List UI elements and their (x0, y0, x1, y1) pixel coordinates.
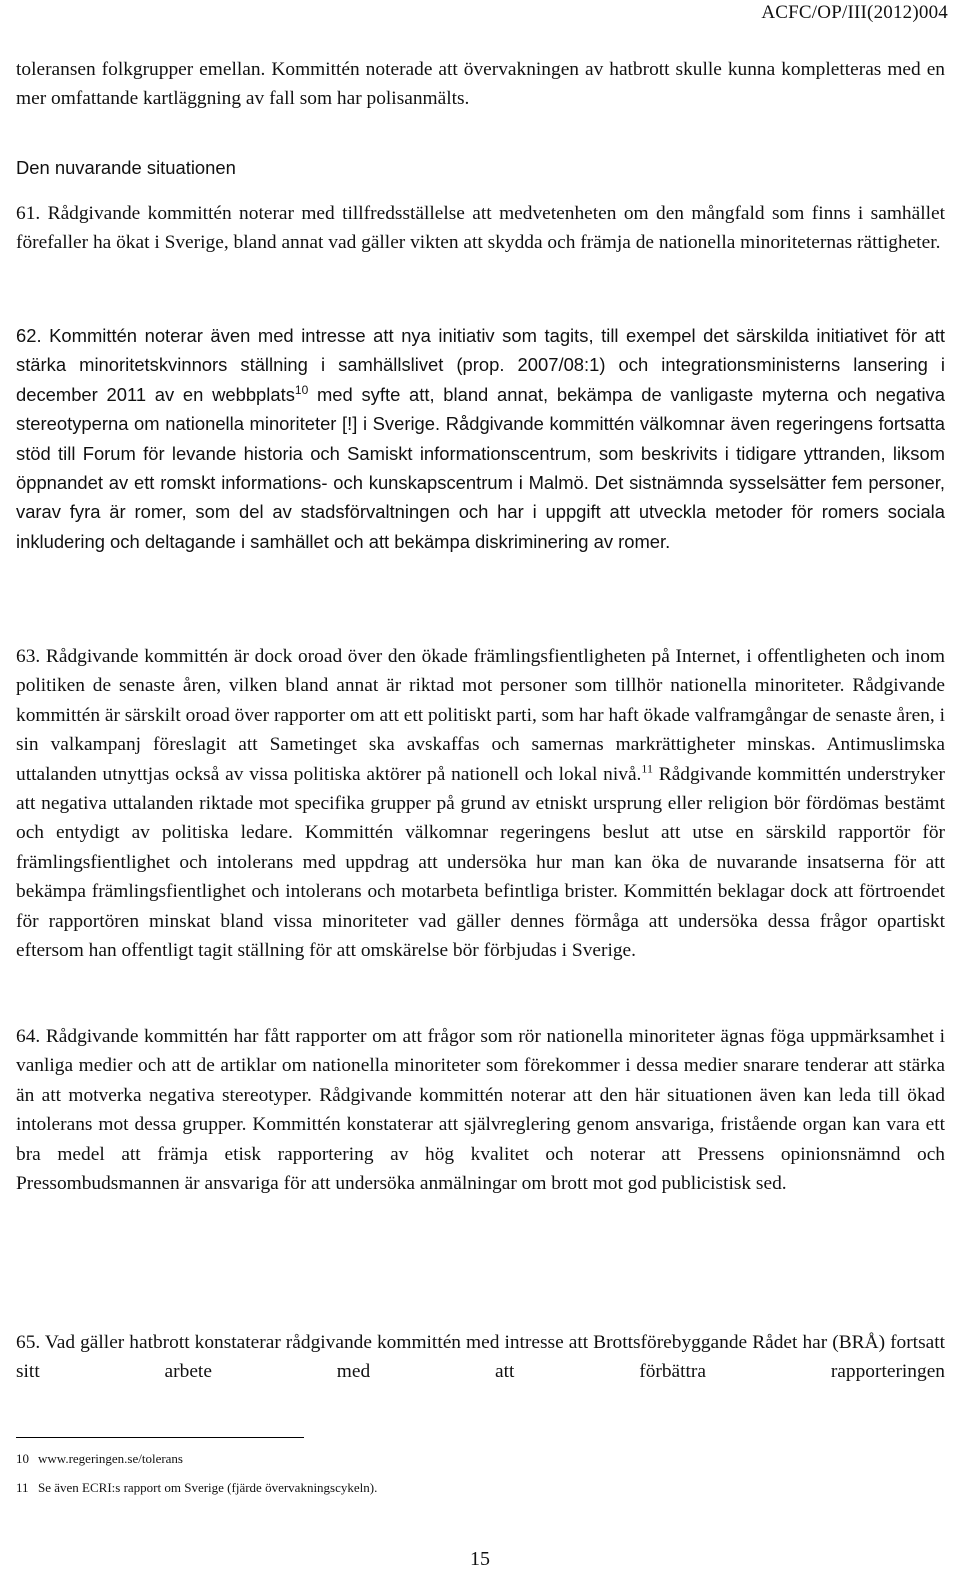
section-heading: Den nuvarande situationen (16, 157, 236, 178)
paragraph-63 (16, 642, 945, 965)
footnote-ref-11: 11 (641, 761, 653, 776)
paragraph-62-part-a: 62. Kommittén noterar även med intresse att nya initiativ som tagits, till exempel det särskilda initiativet för att stärka minoritetskvinnors ställning i samhällslivet (prop. (16, 325, 945, 376)
page-number: 15 (470, 1548, 490, 1570)
paragraph-62-part-c: med syfte att, bland annat, bekämpa de vanligaste myterna och negativa stereotyperna om nationella minoriteter [!] i Sverige. Rådgivande kommittén välkomnar även regeringens fortsatta stöd till Forum för levande historia och Samiskt informationscentrum, som beskrivits i tidigare yttranden, liksom öppnandet av ett romskt informations- och kunskapscentrum i Malmö. Det sistnämnda sysselsätter fem personer, varav fyra är romer, som del av stadsförvaltningen och har i uppgift att utveckla metoder för romers sociala inkludering och deltagande i samhället och att bekämpa diskriminering av romer. (16, 383, 945, 552)
paragraph-62 (16, 321, 945, 556)
paragraph-63-part-b: Rådgivande kommittén understryker att negativa uttalanden riktade mot specifika grupper på grund av etniskt ursprung eller religion bör fördömas bestämt och entydigt av politiska ledare. Kommittén välkomnar regeringens beslut att utse en särskild rapportör för främlingsfientlighet och intolerans med uppdrag att undersöka hur man kan öka de nuvarande insatserna för att bekämpa främlingsfientlighet och intolerans och motarbeta befintliga brister. Kommittén beklagar dock att förtroendet för rapportören minskat bland vissa minoriteter vad gäller dennes förmåga att undersöka dessa frågor opartiskt eftersom han offentligt tagit ställning för att omskärelse bör förbjudas i Sverige. (16, 763, 945, 962)
footnote-number: 11 (16, 1480, 29, 1495)
intro-paragraph: toleransen folkgrupper emellan. Kommittén noterade att övervakningen av hatbrott skulle kunna kompletteras med en mer omfattande kartläggning av fall som har polisanmälts. (16, 59, 945, 110)
paragraph-62-part-b: 2007/08:1) och integrationsministerns lansering i december 2011 av en webbplats (16, 354, 945, 405)
paragraph-64: 64. Rådgivande kommittén har fått rapporter om att frågor som rör nationella minoriteter ägnas föga uppmärksamhet i vanliga medier och att de artiklar om nationella minoriteter som förekommer i dessa medier snarare tenderar att stärka än att motverka negativa stereotyper. Rådgivande kommittén noterar att den här situationen även kan leda till ökad intolerans mot dessa grupper. Kommittén konstaterar att självreglering genom ansvariga, fristående organ kan vara ett bra medel att främja etisk rapportering av hög kvalitet och noterar att Pressens opinionsnämnd och Pressombudsmannen är ansvariga för att undersöka anmälningar om brott mot god publicistisk sed. (16, 1026, 945, 1195)
paragraph-63-part-a: 63. Rådgivande kommittén är dock oroad över den ökade främlingsfientligheten på Internet, i offentligheten och inom politiken de senaste åren, vilken bland annat är riktad mot personer som tillhör nationella minoriteter. Rådgivande kommittén är särskilt oroad över rapporter om att ett politiskt parti, som har haft ökade valframgångar de senaste åren, i sin valkampanj föreslagit att Sametinget ska avskaffas och samernas markrättigheter minskas. Antimuslimska uttalanden utnyttjas också av vissa politiska aktörer på nationell och lokal nivå. (16, 646, 945, 785)
footnote-10 (16, 1451, 183, 1467)
footnote-ref-10: 10 (294, 382, 309, 397)
paragraph-65: 65. Vad gäller hatbrott konstaterar rådgivande kommittén med intresse att Brottsförebyggande Rådet har (BRÅ) fortsatt sitt arbete med att förbättra rapporteringen (16, 1332, 945, 1383)
footnote-text: Se även ECRI:s rapport om Sverige (fjärde övervakningscykeln). (38, 1480, 378, 1495)
footnote-number: 10 (16, 1451, 29, 1466)
footnote-11 (16, 1480, 377, 1496)
paragraph-61: 61. Rådgivande kommittén noterar med tillfredsställelse att medvetenheten om den mångfald som finns i samhället förefaller ha ökat i Sverige, bland annat vad gäller vikten att skydda och främja de nationella minoriteternas rättigheter. (16, 203, 945, 254)
footnote-text: www.regeringen.se/tolerans (38, 1451, 183, 1466)
document-code: ACFC/OP/III(2012)004 (761, 2, 948, 23)
footnote-separator (16, 1437, 304, 1438)
